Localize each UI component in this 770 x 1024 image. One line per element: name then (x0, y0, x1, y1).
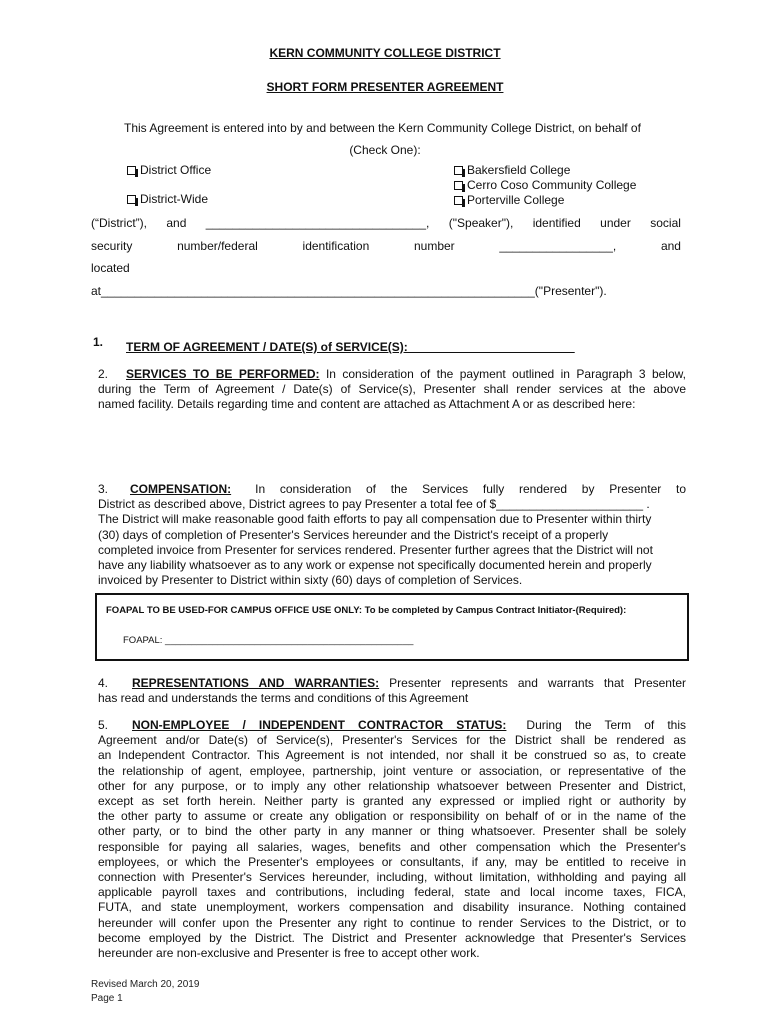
section-5-text: hereunder will confer upon the Presenter any right to continue to render Services to the District, or to (98, 915, 686, 930)
checkbox-porterville[interactable] (454, 193, 564, 207)
checkbox-icon (454, 166, 463, 175)
checkbox-icon (454, 181, 463, 190)
checkbox-icon (454, 196, 463, 205)
section-5 (98, 718, 686, 961)
section-2-text: during the Term of Agreement / Date(s) of Service(s), Presenter shall render services at the above (98, 382, 686, 397)
section-5-text: responsible for paying all salaries, wages, benefits and other compensation which the Presenter's (98, 839, 686, 854)
security-label: security (91, 239, 133, 253)
section-4-number: 4. (98, 676, 109, 690)
speaker-label: ("Speaker"), (448, 216, 514, 230)
revised-date: Revised March 20, 2019 (91, 979, 200, 990)
checkbox-icon (127, 166, 136, 175)
section-5-number: 5. (98, 718, 109, 732)
under-label: under (600, 216, 631, 230)
identification-label: identification (302, 239, 370, 253)
section-1-heading[interactable]: TERM OF AGREEMENT / DATE(S) of SERVICE(S):_________________________ (126, 340, 575, 354)
parties-row-2 (91, 239, 681, 253)
number-federal-label: number/federal (177, 239, 258, 253)
org-title: KERN COMMUNITY COLLEGE DISTRICT (269, 46, 501, 60)
section-5-text: except as set forth herein. Neither party is granted any expressed or implied right or authority by (98, 794, 686, 809)
section-5-text: hereunder are non-exclusive and Presenter is free to accept other work. (98, 946, 480, 961)
section-5-text: FUTA, and state unemployment, workers compensation and disability insurance. Nothing contained (98, 900, 686, 915)
checkbox-bakersfield-college[interactable] (454, 163, 570, 177)
section-4-heading: REPRESENTATIONS AND WARRANTIES: (132, 676, 380, 690)
section-5-text: an Independent Contractor. This Agreement is not intended, nor shall it be construed so as, to create (98, 748, 686, 763)
checkbox-cerro-coso[interactable] (454, 178, 636, 192)
section-5-text: the relationship of agent, employee, partnership, joint venture or association, or representative of the (98, 763, 686, 778)
speaker-name-field[interactable]: _________________________________, (205, 216, 430, 230)
section-5-text: employees, or which the Presenter's employees or consultants, if any, may be entitled to receive in (98, 854, 686, 869)
checkbox-icon (127, 195, 136, 204)
section-3 (98, 482, 686, 588)
section-3-heading: COMPENSATION: (130, 482, 232, 496)
section-5-heading: NON-EMPLOYEE / INDEPENDENT CONTRACTOR STATUS: (132, 718, 507, 732)
foapal-box (95, 593, 689, 661)
section-4-text: Presenter represents and warrants that Presenter (379, 676, 686, 690)
section-5-text: other for any purpose, or to imply any other relationship whatsoever between Presenter and District, (98, 778, 686, 793)
located-label: located (91, 261, 130, 275)
section-3-number: 3. (98, 482, 109, 496)
section-3-text: have any liability whatsoever as to any work or expense not specifically documented herein and properly (98, 558, 652, 573)
section-4-text: has read and understands the terms and conditions of this Agreement (98, 691, 469, 706)
district-label: (“District”), (91, 216, 147, 230)
section-5-text: Agreement and/or Date(s) of Service(s), Presenter's Services for the District shall be rendered as (98, 733, 686, 748)
section-5-text: applicable payroll taxes and contributions, including federal, state and local income taxes, FICA, (98, 885, 686, 900)
section-3-text: The District will make reasonable good faith efforts to pay all compensation due to Presenter within thirty (98, 512, 652, 527)
checkbox-label: District Office (140, 163, 212, 177)
section-5-text: other party, or to bind the other party in any manner or thing whatsoever. Presenter shall be solely (98, 824, 686, 839)
and-label: and (660, 239, 681, 253)
social-label: social (650, 216, 681, 230)
number-label: number (413, 239, 455, 253)
section-2-text: In consideration of the payment outlined in Paragraph 3 below, (319, 367, 686, 381)
section-2 (98, 367, 686, 413)
and-label: and (166, 216, 187, 230)
section-5-text: connection with Presenter's Services hereunder, including, without limitation, withholding and paying all (98, 870, 686, 885)
presenter-address-field[interactable]: at_________________________________________________________________("Presenter"). (91, 284, 607, 298)
section-3-text: completed invoice from Presenter for services rendered. Presenter further agrees that the District will not (98, 542, 653, 557)
checkbox-district-wide[interactable] (127, 192, 208, 206)
section-2-text: named facility. Details regarding time and content are attached as Attachment A or as described here: (98, 397, 636, 412)
section-2-heading: SERVICES TO BE PERFORMED: (126, 367, 320, 381)
section-5-text: become employed by the District. The District and Presenter acknowledge that Presenter's Services (98, 930, 686, 945)
foapal-title: FOAPAL TO BE USED-FOR CAMPUS OFFICE USE ONLY: To be completed by Campus Contract Initiator-(Required): (106, 605, 627, 616)
intro-line: This Agreement is entered into by and between the Kern Community College District, on behalf of (124, 121, 641, 135)
section-3-text: In consideration of the Services fully rendered by Presenter to (255, 482, 686, 496)
section-3-text: invoiced by Presenter to District within sixty (60) days of completion of Services. (98, 573, 523, 588)
page-number: Page 1 (91, 993, 123, 1004)
foapal-field[interactable]: FOAPAL: _______________________________________________ (123, 635, 414, 646)
parties-row-1 (91, 216, 681, 230)
checkbox-label: Bakersfield College (467, 163, 571, 177)
document-title: SHORT FORM PRESENTER AGREEMENT (266, 80, 504, 94)
check-one-label: (Check One): (349, 143, 421, 157)
section-2-number: 2. (98, 367, 109, 381)
section-5-text: During the Term of this (526, 718, 686, 732)
section-3-text: (30) days of completion of Presenter's Services hereunder and the District's receipt of a properly (98, 527, 609, 542)
section-5-text: the other party to assume or create any obligation or responsibility on behalf of or in the name of the (98, 809, 686, 824)
fee-field[interactable]: District as described above, District agrees to pay Presenter a total fee of $______________________ . (98, 497, 650, 512)
ssn-field[interactable]: _________________, (499, 239, 617, 253)
checkbox-label: District-Wide (140, 192, 208, 206)
section-4 (98, 676, 686, 706)
checkbox-district-office[interactable] (127, 163, 211, 177)
checkbox-label: Porterville College (467, 193, 565, 207)
section-1-number: 1. (93, 335, 104, 349)
identified-label: identified (532, 216, 581, 230)
checkbox-label: Cerro Coso Community College (467, 178, 637, 192)
